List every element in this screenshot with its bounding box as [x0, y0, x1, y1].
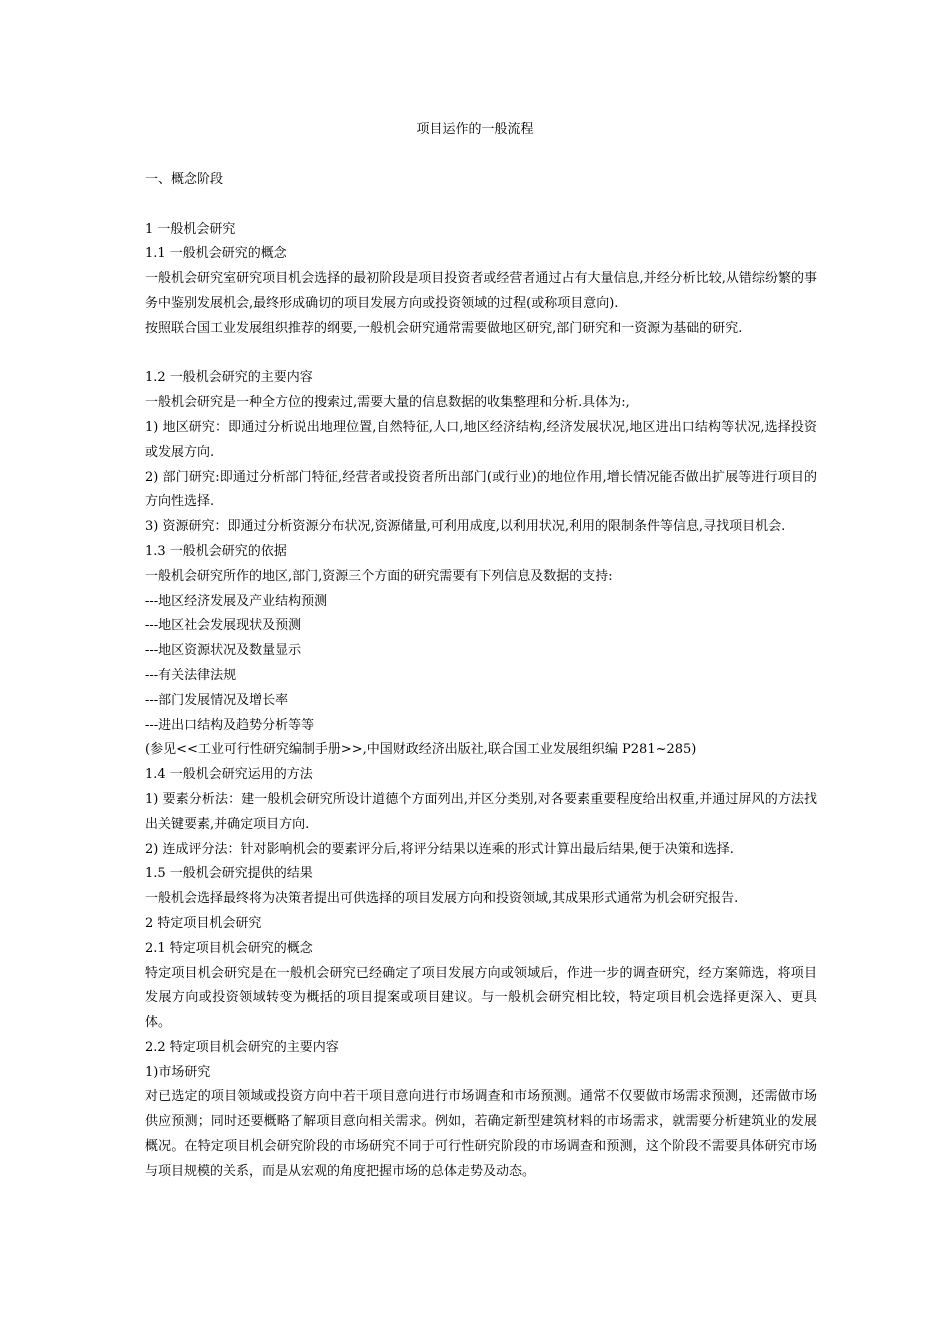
- subsection-heading: 1 一般机会研究: [145, 221, 236, 237]
- list-item: 2) 部门研究:即通过分析部门特征,经营者或投资者所出部门(或行业)的地位作用,增长情况能否做出扩展等进行项目的方向性选择.: [145, 469, 817, 510]
- section-heading: 一、概念阶段: [145, 172, 224, 187]
- subsection-heading: 1.4 一般机会研究运用的方法: [145, 767, 313, 783]
- paragraph: 一般机会研究是一种全方位的搜索过,需要大量的信息数据的收集整理和分析.具体为:,: [145, 395, 630, 411]
- spacer: [145, 193, 817, 218]
- paragraph: 对已选定的项目领域或投资方向中若干项目意向进行市场调查和市场预测。通常不仅要做市场需求预测，还需做市场供应预测；同时还要概略了解项目意向相关需求。例如，若确定新型建筑材料的市场需求，就需要分析建筑业的发展概况。在特定项目机会研究阶段的市场研究不同于可行性研究阶段的市场调查和预测，这个阶段不需要具体研究市场与项目规模的关系，而是从宏观的角度把握市场的总体走势及动态。: [145, 1089, 817, 1179]
- subsection-heading: 2.1 特定项目机会研究的概念: [145, 940, 313, 956]
- list-item: ---部门发展情况及增长率: [145, 692, 289, 708]
- spacer: [145, 342, 817, 367]
- paragraph: 按照联合国工业发展组织推荐的纲要,一般机会研究通常需要做地区研究,部门研究和一资源为基础的研究.: [145, 320, 743, 336]
- list-item: ---地区社会发展现状及预测: [145, 618, 302, 634]
- reference-note: (参见<<工业可行性研究编制手册>>,中国财政经济出版社,联合国工业发展组织编 P281~285): [145, 742, 697, 758]
- paragraph: 一般机会研究所作的地区,部门,资源三个方面的研究需要有下列信息及数据的支持:: [145, 568, 613, 584]
- subsection-heading: 1)市场研究: [145, 1064, 211, 1080]
- list-item: 1) 地区研究：即通过分析说出地理位置,自然特征,人口,地区经济结构,经济发展状况,地区进出口结构等状况,选择投资或发展方向.: [145, 419, 817, 460]
- list-item: ---有关法律法规: [145, 667, 237, 683]
- paragraph: 特定项目机会研究是在一般机会研究已经确定了项目发展方向或领域后，作进一步的调查研究，经方案筛选，将项目发展方向或投资领域转变为概括的项目提案或项目建议。与一般机会研究相比较，特定项目机会选择更深入、更具体。: [145, 965, 817, 1031]
- list-item: 3) 资源研究：即通过分析资源分布状况,资源储量,可利用成度,以利用状况,利用的限制条件等信息,寻找项目机会.: [145, 519, 786, 535]
- subsection-heading: 2 特定项目机会研究: [145, 915, 262, 931]
- subsection-heading: 1.1 一般机会研究的概念: [145, 246, 287, 262]
- subsection-heading: 1.2 一般机会研究的主要内容: [145, 370, 313, 386]
- list-item: ---进出口结构及趋势分析等等: [145, 717, 315, 733]
- paragraph: 一般机会选择最终将为决策者提出可供选择的项目发展方向和投资领域,其成果形式通常为机会研究报告.: [145, 891, 739, 907]
- document-title: 项目运作的一般流程: [416, 122, 534, 137]
- list-item: 2) 连成评分法：针对影响机会的要素评分后,将评分结果以连乘的形式计算出最后结果,便于决策和选择.: [145, 841, 734, 857]
- subsection-heading: 1.5 一般机会研究提供的结果: [145, 866, 313, 882]
- paragraph: 一般机会研究室研究项目机会选择的最初阶段是项目投资者或经营者通过占有大量信息,并经分析比较,从错综纷繁的事务中鉴别发展机会,最终形成确切的项目发展方向或投资领域的过程(或称项目意向).: [145, 271, 817, 311]
- list-item: ---地区资源状况及数量显示: [145, 643, 302, 659]
- subsection-heading: 1.3 一般机会研究的依据: [145, 543, 287, 559]
- list-item: ---地区经济发展及产业结构预测: [145, 593, 328, 609]
- subsection-heading: 2.2 特定项目机会研究的主要内容: [145, 1039, 339, 1055]
- list-item: 1) 要素分析法：建一般机会研究所设计道德个方面列出,并区分类别,对各要素重要程度给出权重,并通过屏风的方法找出关键要素,并确定项目方向.: [145, 791, 817, 832]
- document-body: [145, 168, 817, 1185]
